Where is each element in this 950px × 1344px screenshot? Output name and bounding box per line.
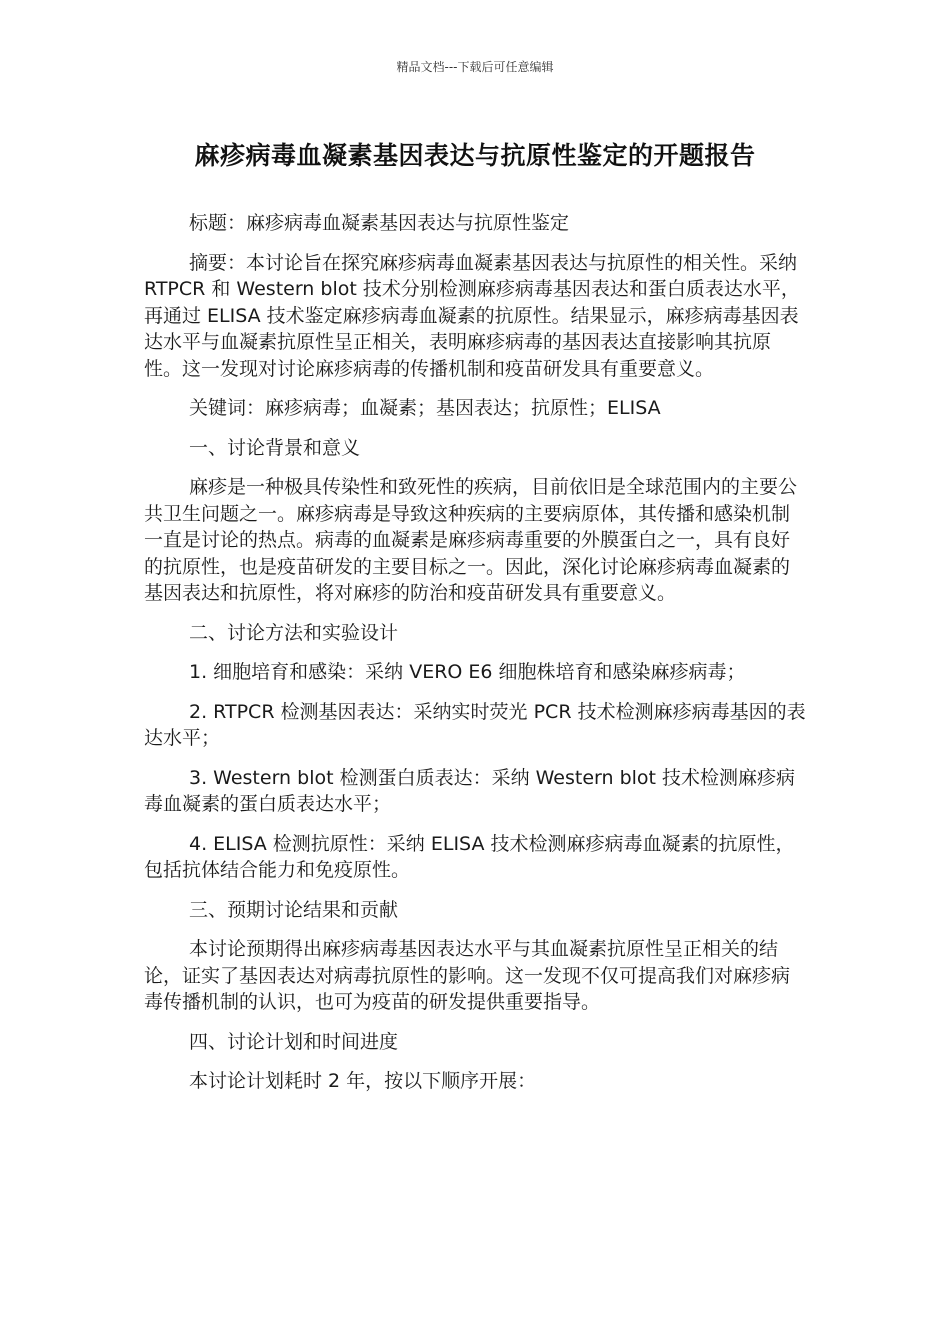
document-body [144, 210, 808, 1108]
section-heading-results: 三、预期讨论结果和贡献 [189, 898, 399, 921]
method-item-3: 3. Western blot 检测蛋白质表达：采纳 Western blot 技术检测麻疹病毒血凝素的蛋白质表达水平； [144, 766, 796, 815]
keywords-line: 关键词：麻疹病毒；血凝素；基因表达；抗原性；ELISA [189, 397, 661, 419]
document-title: 麻疹病毒血凝素基因表达与抗原性鉴定的开题报告 [194, 141, 756, 170]
section-heading-methods: 二、讨论方法和实验设计 [189, 621, 399, 644]
abstract-paragraph: 摘要：本讨论旨在探究麻疹病毒血凝素基因表达与抗原性的相关性。采纳 RTPCR 和 Western blot 技术分别检测麻疹病毒基因表达和蛋白质表达水平，再通过 ELISA 技术鉴定麻疹病毒血凝素的抗原性。结果显示，麻疹病毒基因表达水平与血凝素抗原性呈正相关，表明麻疹病毒的基因表达直接影响其抗原性。这一发现对讨论麻疹病毒的传播机制和疫苗研发具有重要意义。 [144, 251, 800, 380]
background-paragraph: 麻疹是一种极具传染性和致死性的疾病，目前依旧是全球范围内的主要公共卫生问题之一。麻疹病毒是导致这种疾病的主要病原体，其传播和感染机制一直是讨论的热点。病毒的血凝素是麻疹病毒重要的外膜蛋白之一，具有良好的抗原性，也是疫苗研发的主要目标之一。因此，深化讨论麻疹病毒血凝素的基因表达和抗原性，将对麻疹的防治和疫苗研发具有重要意义。 [144, 476, 798, 604]
method-item-4: 4. ELISA 检测抗原性：采纳 ELISA 技术检测麻疹病毒血凝素的抗原性，包括抗体结合能力和免疫原性。 [144, 832, 795, 881]
section-heading-plan: 四、讨论计划和时间进度 [189, 1030, 399, 1053]
results-paragraph: 本讨论预期得出麻疹病毒基因表达水平与其血凝素抗原性呈正相关的结论，证实了基因表达对病毒抗原性的影响。这一发现不仅可提高我们对麻疹病毒传播机制的认识，也可为疫苗的研发提供重要指导。 [144, 938, 791, 1013]
title-line: 标题：麻疹病毒血凝素基因表达与抗原性鉴定 [189, 212, 570, 234]
method-item-1: 1. 细胞培育和感染：采纳 VERO E6 细胞株培育和感染麻疹病毒； [189, 661, 746, 683]
method-item-2: 2. RTPCR 检测基因表达：采纳实时荧光 PCR 技术检测麻疹病毒基因的表达水平； [144, 700, 806, 749]
plan-paragraph: 本讨论计划耗时 2 年，按以下顺序开展： [189, 1070, 537, 1092]
section-heading-background: 一、讨论背景和意义 [189, 436, 361, 459]
header-note: 精品文档---下载后可任意编辑 [396, 60, 554, 74]
